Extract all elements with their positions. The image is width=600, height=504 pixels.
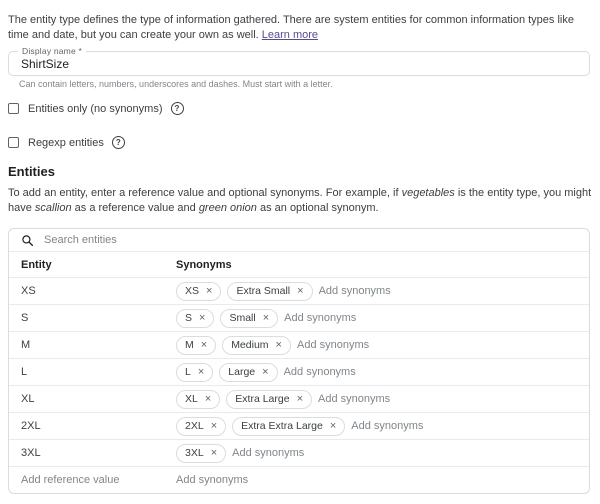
synonym-chips [176,282,313,301]
entities-only-label: Entities only (no synonyms) [28,102,163,115]
entities-only-checkbox-row[interactable] [8,102,590,115]
chip-remove-icon[interactable]: × [262,311,270,324]
synonym-chip-label: XL [185,393,198,406]
search-input[interactable] [44,234,577,246]
add-reference-cell [9,474,176,486]
add-synonyms-input[interactable] [319,285,577,297]
question-mark-circle-icon[interactable]: ? [171,102,184,115]
synonym-chips [176,417,345,436]
desc-italic-green-onion: green onion [198,201,257,214]
desc-part: as an optional synonym. [256,201,379,214]
synonym-chip[interactable] [176,309,214,328]
add-synonyms-cell [176,474,589,486]
chip-remove-icon[interactable]: × [206,284,213,297]
synonym-chip-label: S [185,312,193,325]
table-row [9,331,589,358]
add-reference-input[interactable] [21,474,176,486]
synonym-chip[interactable] [176,282,221,301]
search-icon [21,234,34,247]
synonym-chip-label: Medium [231,339,269,352]
synonym-chip[interactable] [222,336,291,355]
entity-value[interactable]: L [21,366,28,379]
synonym-chip[interactable] [226,390,312,409]
chip-remove-icon[interactable]: × [275,338,282,351]
display-name-field [8,46,590,76]
column-header-entity: Entity [21,258,52,271]
synonym-chip[interactable] [176,336,216,355]
table-row [9,358,589,385]
chip-remove-icon[interactable]: × [197,365,205,378]
entity-value[interactable]: XS [21,285,36,298]
entity-value[interactable]: S [21,312,29,325]
synonym-chip-label: M [185,339,194,352]
entities-table [8,228,590,494]
learn-more-link[interactable]: Learn more [261,28,319,41]
synonym-chip-label: Extra Small [236,285,291,298]
synonym-chip[interactable] [232,417,345,436]
desc-part: is the entity type, you might have [8,187,592,214]
entity-value[interactable]: 2XL [21,420,41,433]
synonym-chip[interactable] [220,309,278,328]
question-mark-circle-icon[interactable]: ? [112,136,125,149]
table-row [9,304,589,331]
add-synonyms-input[interactable] [297,339,577,351]
synonym-chip[interactable] [176,363,213,382]
search-bar[interactable] [9,229,589,251]
regexp-entities-label: Regexp entities [28,136,104,149]
chip-remove-icon[interactable]: × [297,284,304,297]
synonym-chip[interactable] [176,417,226,436]
synonym-chip[interactable] [219,363,277,382]
chip-remove-icon[interactable]: × [329,419,337,432]
desc-italic-scallion: scallion [34,201,72,214]
entities-description [8,186,592,215]
chip-remove-icon[interactable]: × [210,419,218,432]
table-header-row [9,251,589,277]
regexp-entities-checkbox-row[interactable] [8,136,590,149]
synonym-chip-label: Large [228,366,256,379]
desc-part: To add an entity, enter a reference value and optional synonyms. For example, if [8,187,402,200]
entity-value[interactable]: 3XL [21,447,41,460]
synonym-chip-label: L [185,366,191,379]
chip-remove-icon[interactable]: × [204,392,212,405]
synonym-chips [176,336,291,355]
desc-part: as a reference value and [71,201,199,214]
entities-table-rows [9,277,589,466]
desc-italic-vegetables: vegetables [401,187,455,200]
entities-heading: Entities [8,164,55,180]
synonym-chips [176,444,226,463]
column-header-synonyms: Synonyms [176,258,232,271]
synonym-chip-label: Extra Extra Large [241,420,323,433]
chip-remove-icon[interactable]: × [199,311,206,324]
synonym-chips [176,390,312,409]
table-row [9,385,589,412]
entity-value[interactable]: XL [21,393,35,406]
add-row [9,466,589,493]
synonym-chip-label: Small [229,312,256,325]
synonym-chip-label: 3XL [185,447,204,460]
display-name-helper: Can contain letters, numbers, underscores and dashes. Must start with a letter. [19,79,333,90]
intro-text-body: The entity type defines the type of information gathered. There are system entities for common information types like time and date, but you can create your own as well. [8,14,574,41]
synonym-chip-label: 2XL [185,420,204,433]
display-name-label: Display name * [18,46,86,56]
chip-remove-icon[interactable]: × [210,446,218,459]
intro-text [8,13,592,42]
synonym-chip-label: XS [185,285,200,298]
chip-remove-icon[interactable]: × [200,338,208,351]
synonym-chips [176,309,278,328]
synonym-chip[interactable] [176,390,220,409]
synonym-chips [176,363,278,382]
table-row [9,277,589,304]
chip-remove-icon[interactable]: × [262,365,269,378]
add-synonyms-input[interactable] [351,420,577,432]
entities-only-checkbox[interactable] [8,103,19,114]
add-synonyms-input[interactable] [232,447,577,459]
display-name-input[interactable] [9,57,589,71]
add-synonyms-input[interactable] [318,393,577,405]
table-row [9,439,589,466]
add-synonyms-input[interactable] [284,312,577,324]
synonym-chip[interactable] [227,282,312,301]
entity-value[interactable]: M [21,339,31,352]
synonym-chip-label: Extra Large [235,393,290,406]
chip-remove-icon[interactable]: × [296,392,303,405]
add-synonyms-input[interactable] [176,474,577,486]
add-synonyms-input[interactable] [284,366,577,378]
table-row [9,412,589,439]
synonym-chip[interactable] [176,444,226,463]
regexp-entities-checkbox[interactable] [8,137,19,148]
